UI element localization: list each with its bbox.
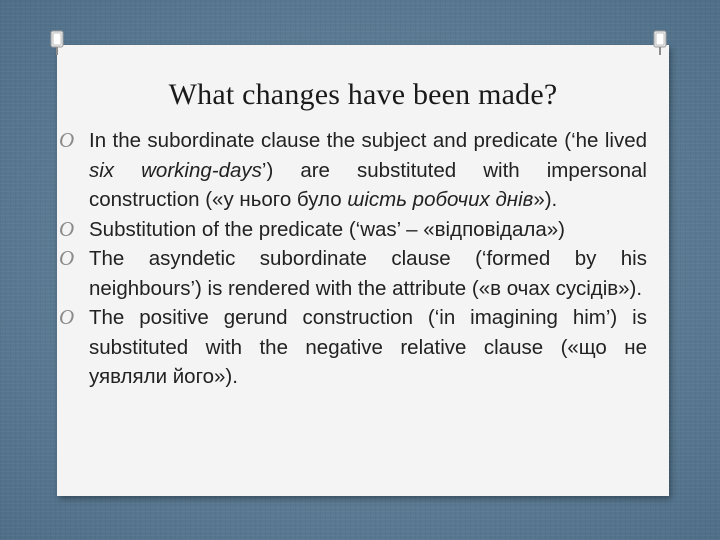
bullet-marker: O (59, 305, 75, 329)
bullet-item (57, 215, 669, 245)
pushpin-icon (652, 30, 668, 56)
bullet-list (57, 126, 669, 392)
bullet-text: »). (533, 188, 558, 211)
bullet-text: The asyndetic subordinate clause (‘formed by his neighbours’) is rendered with the attribute («в очах сусідів»). (89, 247, 647, 300)
bullet-item (57, 244, 669, 303)
bullet-text: Substitution of the predicate (‘was’ – «відповідала») (89, 217, 565, 241)
bullet-text-italic: шість робочих днів (347, 188, 534, 211)
bullet-text: The positive gerund construction (‘in imagining him’) is substituted with the negative relative clause («що не уявляли його»). (89, 306, 647, 388)
slide-title: What changes have been made? (168, 78, 558, 111)
bullet-marker: O (59, 128, 75, 152)
bullet-marker: O (59, 216, 75, 241)
bullet-text-italic: six working-days (89, 158, 262, 182)
bullet-marker: O (59, 246, 75, 270)
bullet-item (57, 303, 669, 392)
bullet-item (57, 126, 669, 215)
pushpin-icon (49, 30, 65, 56)
bullet-text: In the subordinate clause the subject and predicate (‘he lived (89, 129, 647, 152)
bullet-text: ’) are substituted with impersonal construction («у нього було (89, 158, 647, 211)
